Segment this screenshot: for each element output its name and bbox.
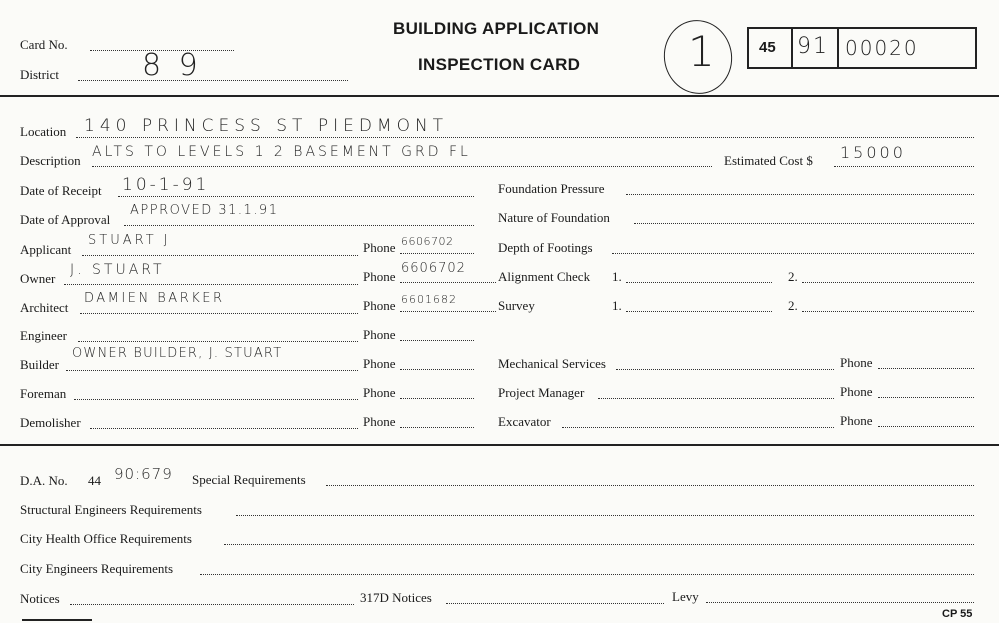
district-label: District [20, 67, 59, 82]
foreman-label: Foreman [20, 386, 67, 401]
applicant-phone-label: Phone [363, 240, 396, 255]
engineer-label: Engineer [20, 328, 67, 343]
builder-field[interactable] [66, 370, 358, 371]
engineer-field[interactable] [78, 341, 358, 342]
file-number-part3: 00020 [845, 36, 919, 60]
engineer-phone-label: Phone [363, 327, 396, 342]
excavator-phone-field[interactable] [878, 426, 974, 427]
location-label: Location [20, 124, 67, 139]
mechanical-services-phone-label: Phone [840, 355, 873, 370]
file-number-part1: 45 [759, 39, 776, 56]
nature-of-foundation-field[interactable] [634, 223, 974, 224]
applicant-phone-field[interactable] [400, 253, 474, 254]
da-no-prefix: 44 [88, 473, 101, 488]
file-number-box [747, 27, 977, 69]
builder-value: OWNER BUILDER, J. STUART [72, 346, 283, 361]
owner-phone-field[interactable] [400, 282, 496, 283]
applicant-label: Applicant [20, 242, 72, 257]
builder-phone-label: Phone [363, 356, 396, 371]
demolisher-phone-label: Phone [363, 414, 396, 429]
project-manager-label: Project Manager [498, 385, 585, 400]
city-health-field[interactable] [224, 544, 974, 545]
alignment-check-num2: 2. [788, 269, 798, 284]
applicant-field[interactable] [82, 255, 358, 256]
description-label: Description [20, 153, 81, 168]
owner-phone-label: Phone [363, 269, 396, 284]
survey-num2: 2. [788, 298, 798, 313]
date-of-approval-value: APPROVED 31.1.91 [130, 203, 279, 218]
architect-label: Architect [20, 300, 69, 315]
depth-of-footings-field[interactable] [612, 253, 974, 254]
foundation-pressure-field[interactable] [626, 194, 974, 195]
form-subtitle: INSPECTION CARD [418, 55, 581, 74]
notices-field[interactable] [70, 604, 354, 605]
owner-field[interactable] [64, 284, 358, 285]
demolisher-phone-field[interactable] [400, 427, 474, 428]
location-value: 140 PRINCESS ST PIEDMONT [84, 116, 449, 136]
alignment-check-field-2[interactable] [802, 282, 974, 283]
date-of-approval-label: Date of Approval [20, 212, 111, 227]
nature-of-foundation-label: Nature of Foundation [498, 210, 610, 225]
architect-value: DAMIEN BARKER [84, 291, 225, 306]
excavator-phone-label: Phone [840, 413, 873, 428]
builder-label: Builder [20, 357, 59, 372]
location-field[interactable] [76, 137, 974, 138]
foreman-phone-label: Phone [363, 385, 396, 400]
architect-phone-value: 6601682 [401, 293, 457, 306]
city-health-label: City Health Office Requirements [20, 531, 192, 546]
317d-notices-field[interactable] [446, 603, 664, 604]
depth-of-footings-label: Depth of Footings [498, 240, 593, 255]
demolisher-field[interactable] [90, 428, 358, 429]
description-value: ALTS TO LEVELS 1 2 BASEMENT GRD FL [92, 144, 471, 160]
alignment-check-num1: 1. [612, 269, 622, 284]
mechanical-services-field[interactable] [616, 369, 834, 370]
applicant-phone-value: 6606702 [401, 235, 454, 248]
divider-middle [0, 444, 999, 446]
form-title: BUILDING APPLICATION [393, 19, 600, 38]
architect-phone-field[interactable] [400, 311, 496, 312]
317d-notices-label: 317D Notices [360, 590, 432, 605]
excavator-label: Excavator [498, 414, 551, 429]
engineer-phone-field[interactable] [400, 340, 474, 341]
architect-field[interactable] [80, 313, 358, 314]
excavator-field[interactable] [562, 427, 834, 428]
file-number-part2: 91 [797, 34, 829, 59]
description-field[interactable] [92, 166, 712, 167]
owner-phone-value: 6606702 [401, 261, 466, 276]
survey-field-1[interactable] [626, 311, 772, 312]
foreman-field[interactable] [74, 399, 358, 400]
alignment-check-label: Alignment Check [498, 269, 591, 284]
estimated-cost-field[interactable] [834, 166, 974, 167]
district-value: 8 9 [142, 48, 202, 83]
circled-number: 1 [688, 27, 717, 76]
foreman-phone-field[interactable] [400, 398, 474, 399]
district-field[interactable] [78, 80, 348, 81]
levy-field[interactable] [706, 602, 974, 603]
levy-label: Levy [672, 589, 699, 604]
project-manager-phone-label: Phone [840, 384, 873, 399]
foundation-pressure-label: Foundation Pressure [498, 181, 605, 196]
date-of-approval-field[interactable] [124, 225, 474, 226]
owner-label: Owner [20, 271, 56, 286]
city-engineers-label: City Engineers Requirements [20, 561, 174, 576]
form-code: CP 55 [942, 608, 973, 620]
special-requirements-field[interactable] [326, 485, 974, 486]
da-no-label: D.A. No. [20, 473, 68, 488]
notices-label: Notices [20, 591, 60, 606]
project-manager-phone-field[interactable] [878, 397, 974, 398]
date-of-receipt-value: 10-1-91 [122, 175, 210, 195]
survey-field-2[interactable] [802, 311, 974, 312]
estimated-cost-label: Estimated Cost $ [724, 153, 813, 168]
date-of-receipt-label: Date of Receipt [20, 183, 102, 198]
project-manager-field[interactable] [598, 398, 834, 399]
structural-engineers-label: Structural Engineers Requirements [20, 502, 202, 517]
applicant-value: STUART J [88, 233, 171, 248]
special-requirements-label: Special Requirements [192, 472, 306, 487]
alignment-check-field-1[interactable] [626, 282, 772, 283]
card-no-label: Card No. [20, 37, 68, 52]
da-no-value: 90:679 [114, 465, 173, 483]
bottom-edge-mark [22, 619, 92, 621]
estimated-cost-value: 15000 [840, 143, 906, 162]
architect-phone-label: Phone [363, 298, 396, 313]
mechanical-services-phone-field[interactable] [878, 368, 974, 369]
survey-num1: 1. [612, 298, 622, 313]
structural-engineers-field[interactable] [236, 515, 974, 516]
mechanical-services-label: Mechanical Services [498, 356, 606, 371]
owner-value: J. STUART [70, 262, 165, 278]
divider-top [0, 95, 999, 97]
city-engineers-field[interactable] [200, 574, 974, 575]
survey-label: Survey [498, 298, 535, 313]
demolisher-label: Demolisher [20, 415, 81, 430]
date-of-receipt-field[interactable] [118, 196, 474, 197]
builder-phone-field[interactable] [400, 369, 474, 370]
